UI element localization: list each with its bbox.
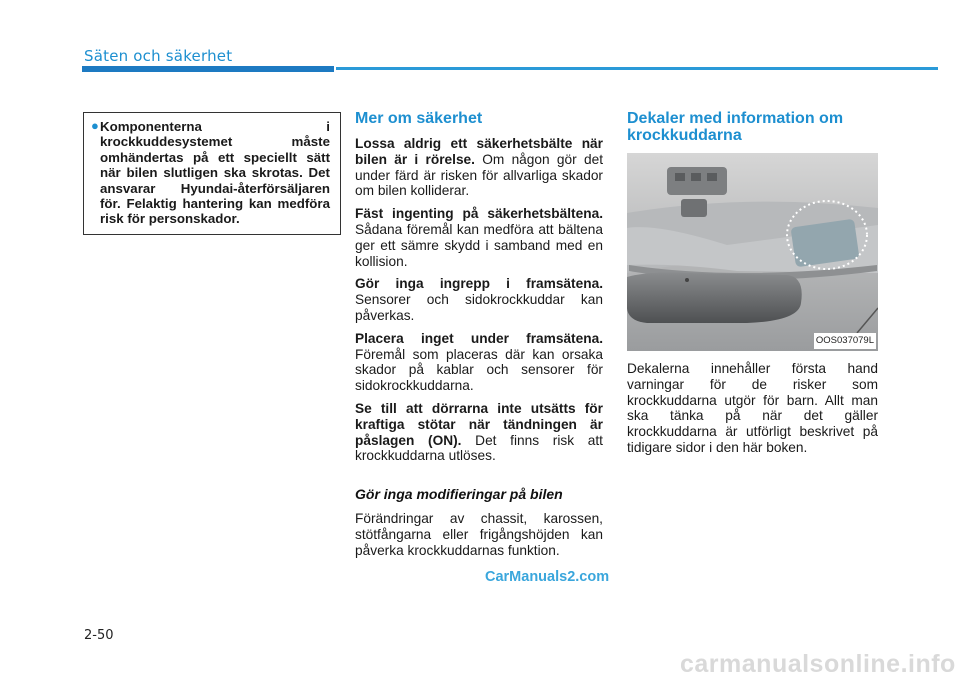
paragraph (355, 136, 603, 199)
warning-text: Komponenterna i krockkuddesystemet måste omhändertas på ett speciellt sätt när bilen slutligen ska skrotas. Det ansvarar Hyundai-återförsäljaren för. Felaktig hantering kan medföra risk för personskador. (100, 119, 330, 227)
middle-heading: Mer om säkerhet (355, 110, 483, 127)
paragraph-lead: Gör inga ingrepp i framsätena. (355, 276, 603, 292)
sun-visor-illustration (627, 153, 878, 351)
paragraph-text: Föremål som placeras där kan orsaka skador på kablar och sensorer för sidokrockkuddarna. (355, 346, 603, 394)
paragraph (355, 401, 603, 464)
paragraph (355, 276, 603, 323)
figure-code: OOS037079L (814, 333, 876, 349)
paragraph-text: Om någon gör det under färd är risken för allvarliga skador om bilen kolliderar. (355, 151, 603, 199)
paragraph-lead: Fäst ingenting på säkerhetsbältena. (355, 206, 603, 222)
paragraph-text: Sådana föremål kan medföra att bältena ger ett sämre skydd i samband med en kollision. (355, 221, 603, 269)
right-column (627, 110, 878, 463)
subheading: Gör inga modifieringar på bilen (355, 486, 563, 503)
carmanuals-watermark: CarManuals2.com (485, 569, 610, 585)
paragraph-text: Det finns risk att krockkuddarna utlöses. (355, 432, 603, 464)
header-rule-dark (82, 66, 334, 72)
sub-paragraph: Förändringar av chassit, karossen, stötfångarna eller frigångshöjden kan påverka krockkuddarnas funktion. (355, 510, 603, 558)
paragraph (355, 206, 603, 269)
middle-column (355, 110, 603, 565)
bullet-icon: ● (91, 118, 99, 133)
right-heading: Dekaler med information om krockkuddarna (627, 110, 844, 144)
interior-photo (627, 153, 878, 351)
right-body: Dekalerna innehåller första hand varningar för de risker som krockkuddarna utgör för barn. Allt man ska tänka på när det gäller krockkuddarna är utförligt beskrivet på tidigare sidor i den här boken. (627, 361, 878, 455)
paragraph-lead: Placera inget under framsätena. (355, 330, 603, 346)
section-title: Säten och säkerhet (84, 47, 233, 65)
warning-box (83, 112, 341, 235)
paragraph-text: Sensorer och sidokrockkuddar kan påverkas. (355, 292, 603, 323)
paragraph-lead: Lossa aldrig ett säkerhetsbälte när bilen är i rörelse. (355, 136, 603, 167)
site-watermark: carmanualsonline.info (680, 650, 956, 678)
header-rule-light (336, 67, 938, 70)
paragraph-lead: Se till att dörrarna inte utsätts för kraftiga stötar när tändningen är påslagen (ON). (355, 400, 603, 448)
page-number: 2-50 (84, 628, 114, 643)
paragraph (355, 331, 603, 394)
